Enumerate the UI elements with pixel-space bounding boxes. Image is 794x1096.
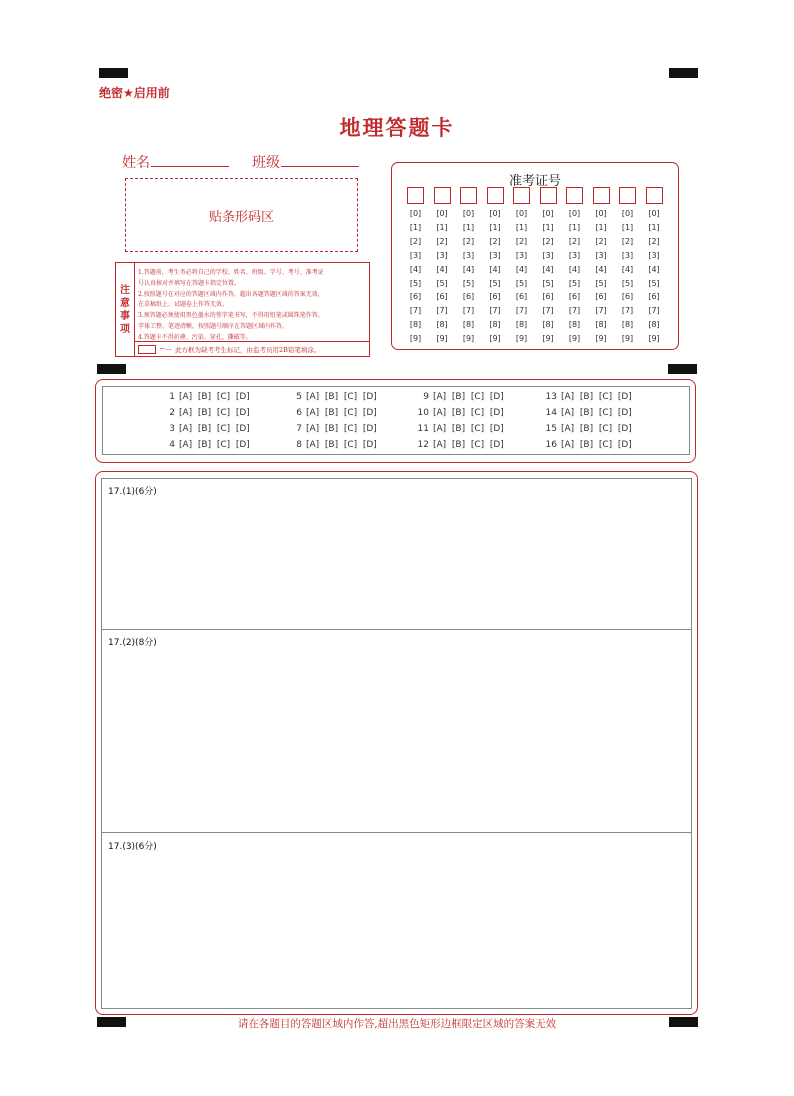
answer-options[interactable]: [A] [B] [C] [D] — [306, 424, 377, 434]
notes-title-char: 项 — [120, 323, 130, 335]
choice-question[interactable] — [161, 392, 250, 402]
notes-line: 号认真核对并填写在答题卡指定位置。 — [138, 279, 241, 287]
exam-id-digit-option[interactable]: [1] — [436, 222, 448, 232]
exam-id-digit-option[interactable]: [9] — [436, 334, 448, 344]
alignment-mark — [97, 364, 126, 374]
absent-mark-text: 此方框为缺考考生标记，由监考员用2B铅笔填涂。 — [174, 345, 321, 354]
exam-id-digit-option[interactable]: [2] — [595, 236, 607, 246]
choice-section — [102, 386, 690, 455]
secret-label: 绝密★启用前 — [99, 86, 170, 100]
exam-id-digit-option[interactable]: [4] — [436, 264, 448, 274]
answer-options[interactable]: [A] [B] [C] [D] — [561, 440, 632, 450]
exam-id-digit-option[interactable]: [3] — [409, 250, 422, 260]
question-number: 5 — [296, 392, 302, 402]
footer-note: 请在各题目的答题区域内作答,超出黑色矩形边框限定区域的答案无效 — [237, 1018, 557, 1030]
barcode-label: 贴条形码区 — [208, 209, 274, 225]
exam-id-digit-option[interactable]: [6] — [568, 292, 581, 302]
exam-id-digit-option[interactable]: [5] — [436, 278, 448, 288]
class-field[interactable] — [281, 166, 359, 167]
arrow-left-icon: ←— — [160, 345, 172, 353]
exam-id-digit-option[interactable]: [1] — [595, 222, 607, 232]
question-number: 11 — [417, 424, 429, 434]
exam-id-digit-option[interactable]: [0] — [515, 209, 528, 218]
section-divider — [101, 832, 692, 833]
exam-id-digit-option[interactable]: [0] — [462, 209, 475, 218]
notes-line: 在草稿纸上、试题卷上作答无效。 — [138, 301, 229, 309]
exam-id-digit-option[interactable]: [7] — [489, 306, 501, 316]
answer-options[interactable]: [A] [B] [C] [D] — [561, 424, 632, 434]
exam-id-digit-option[interactable]: [6] — [621, 292, 634, 302]
exam-id-digit-option[interactable]: [2] — [409, 236, 422, 246]
answer-options[interactable]: [A] [B] [C] [D] — [433, 408, 504, 418]
exam-id-digit-option[interactable]: [1] — [568, 222, 581, 232]
exam-id-digit-option[interactable]: [2] — [542, 236, 554, 246]
question-number: 6 — [296, 408, 302, 418]
exam-id-digit-option[interactable]: [7] — [621, 306, 634, 316]
exam-id-digit-option[interactable]: [9] — [489, 334, 501, 344]
exam-id-digit-option[interactable]: [3] — [595, 250, 607, 260]
exam-id-digit-option[interactable]: [4] — [515, 264, 528, 274]
question-number: 9 — [423, 392, 429, 402]
exam-id-digit-box[interactable] — [487, 187, 504, 204]
exam-id-digit-option[interactable]: [4] — [621, 264, 634, 274]
question-number: 13 — [545, 392, 557, 402]
notes-title — [116, 263, 135, 356]
exam-id-digit-option[interactable]: [8] — [515, 320, 528, 330]
choice-question[interactable] — [543, 440, 632, 450]
exam-id-digit-option[interactable]: [5] — [489, 278, 501, 288]
notes-line: 字体工整、笔迹清晰，按照题号顺序在答题区域内作答。 — [138, 322, 289, 330]
choice-question[interactable] — [415, 392, 504, 402]
exam-id-digit-option[interactable]: [7] — [648, 306, 660, 316]
exam-id-digit-option[interactable]: [8] — [568, 320, 581, 330]
choice-question[interactable] — [161, 440, 250, 450]
notes-title-char: 事 — [120, 310, 130, 322]
question-number: 16 — [545, 440, 557, 450]
question-number: 14 — [545, 408, 557, 418]
question-number: 15 — [545, 424, 557, 434]
exam-id-digit-option[interactable]: [7] — [409, 306, 422, 316]
exam-id-digit-option[interactable]: [6] — [436, 292, 448, 302]
answer-options[interactable]: [A] [B] [C] [D] — [561, 392, 632, 402]
exam-id-digit-option[interactable]: [2] — [462, 236, 475, 246]
absent-mark-checkbox[interactable] — [138, 345, 156, 354]
exam-id-digit-option[interactable]: [8] — [462, 320, 475, 330]
absent-mark-row — [134, 341, 369, 356]
exam-id-digit-option[interactable]: [5] — [542, 278, 554, 288]
exam-id-digit-option[interactable]: [4] — [462, 264, 475, 274]
exam-id-digit-option[interactable]: [4] — [648, 264, 660, 274]
choice-question[interactable] — [543, 392, 632, 402]
answer-options[interactable]: [A] [B] [C] [D] — [179, 408, 250, 418]
exam-id-digit-option[interactable]: [8] — [489, 320, 501, 330]
exam-id-digit-option[interactable]: [0] — [595, 209, 607, 218]
exam-id-digit-box[interactable] — [434, 187, 451, 204]
exam-id-digit-option[interactable]: [5] — [621, 278, 634, 288]
exam-id-digit-box[interactable] — [619, 187, 636, 204]
choice-question[interactable] — [415, 440, 504, 450]
exam-id-digit-option[interactable]: [7] — [542, 306, 554, 316]
alignment-mark — [669, 68, 698, 78]
exam-id-digit-option[interactable]: [0] — [648, 209, 660, 218]
exam-id-digit-option[interactable]: [1] — [542, 222, 554, 232]
question-number: 3 — [169, 424, 175, 434]
exam-id-digit-option[interactable]: [9] — [568, 334, 581, 344]
name-field[interactable] — [151, 166, 229, 167]
exam-id-digit-option[interactable]: [3] — [436, 250, 448, 260]
exam-id-digit-option[interactable]: [3] — [621, 250, 634, 260]
exam-id-digit-option[interactable]: [8] — [409, 320, 422, 330]
exam-id-digit-option[interactable]: [6] — [542, 292, 554, 302]
alignment-mark — [99, 68, 128, 78]
exam-id-digit-option[interactable]: [6] — [462, 292, 475, 302]
exam-id-digit-option[interactable]: [9] — [648, 334, 660, 344]
exam-id-digit-option[interactable]: [5] — [568, 278, 581, 288]
question-number: 8 — [296, 440, 302, 450]
exam-id-digit-option[interactable]: [1] — [409, 222, 422, 232]
choice-question[interactable] — [288, 392, 377, 402]
notes-body — [138, 268, 368, 344]
exam-id-digit-box[interactable] — [407, 187, 424, 204]
exam-id-digit-option[interactable]: [5] — [648, 278, 660, 288]
exam-id-digit-option[interactable]: [7] — [595, 306, 607, 316]
exam-id-digit-option[interactable]: [8] — [595, 320, 607, 330]
choice-question[interactable] — [543, 424, 632, 434]
answer-options[interactable]: [A] [B] [C] [D] — [179, 392, 250, 402]
exam-id-digit-box[interactable] — [540, 187, 557, 204]
question-number: 12 — [417, 440, 429, 450]
exam-id-digit-option[interactable]: [9] — [462, 334, 475, 344]
answer-options[interactable]: [A] [B] [C] [D] — [433, 424, 504, 434]
exam-id-digit-option[interactable]: [1] — [648, 222, 660, 232]
exam-id-digit-option[interactable]: [0] — [409, 209, 422, 218]
exam-id-digit-option[interactable]: [4] — [489, 264, 501, 274]
exam-id-digit-option[interactable]: [0] — [568, 209, 581, 218]
exam-id-digit-option[interactable]: [9] — [621, 334, 634, 344]
exam-id-digit-option[interactable]: [8] — [436, 320, 448, 330]
question-number: 1 — [169, 392, 175, 402]
answer-section-label: 17.(1)(6分) — [108, 487, 157, 497]
exam-id-digit-box[interactable] — [513, 187, 530, 204]
choice-question[interactable] — [288, 424, 377, 434]
exam-id-digit-option[interactable]: [9] — [515, 334, 528, 344]
exam-id-digit-option[interactable]: [3] — [542, 250, 554, 260]
question-number: 7 — [296, 424, 302, 434]
exam-id-digit-option[interactable]: [6] — [648, 292, 660, 302]
exam-id-digit-option[interactable]: [1] — [621, 222, 634, 232]
exam-id-digit-option[interactable]: [5] — [409, 278, 422, 288]
exam-id-digit-option[interactable]: [9] — [409, 334, 422, 344]
answer-options[interactable]: [A] [B] [C] [D] — [561, 408, 632, 418]
barcode-area — [125, 178, 358, 252]
choice-question[interactable] — [415, 408, 504, 418]
exam-id-digit-option[interactable]: [4] — [542, 264, 554, 274]
exam-id-digit-option[interactable]: [4] — [568, 264, 581, 274]
question-number: 4 — [169, 440, 175, 450]
notes-line: 3.须答题必须使用黑色墨水的签字笔书写，不得用铅笔或圆珠笔作答， — [138, 312, 324, 320]
question-number: 10 — [417, 408, 429, 418]
exam-id-digit-option[interactable]: [1] — [489, 222, 501, 232]
exam-id-panel — [391, 162, 679, 350]
exam-id-digit-option[interactable]: [3] — [515, 250, 528, 260]
exam-id-digit-box[interactable] — [646, 187, 663, 204]
answer-options[interactable]: [A] [B] [C] [D] — [179, 440, 250, 450]
choice-question[interactable] — [161, 408, 250, 418]
section-divider — [101, 629, 692, 630]
exam-id-digit-option[interactable]: [9] — [542, 334, 554, 344]
exam-id-digit-option[interactable]: [2] — [489, 236, 501, 246]
exam-id-digit-box[interactable] — [460, 187, 477, 204]
exam-id-digit-option[interactable]: [0] — [542, 209, 554, 218]
exam-id-digit-option[interactable]: [2] — [648, 236, 660, 246]
exam-id-digit-option[interactable]: [1] — [515, 222, 528, 232]
exam-id-digit-option[interactable]: [2] — [515, 236, 528, 246]
notes-line: 2.按照题号在对应的答题区域内作答，超出各题答题区域的答案无效， — [138, 290, 324, 298]
answer-options[interactable]: [A] [B] [C] [D] — [306, 392, 377, 402]
exam-id-digit-option[interactable]: [6] — [515, 292, 528, 302]
choice-question[interactable] — [288, 440, 377, 450]
choice-question[interactable] — [288, 408, 377, 418]
exam-id-digit-option[interactable]: [5] — [595, 278, 607, 288]
answer-options[interactable]: [A] [B] [C] [D] — [433, 392, 504, 402]
exam-id-digit-option[interactable]: [1] — [462, 222, 475, 232]
notes-line: 4.答题卡不得折叠、污染、穿孔、撕破等。 — [138, 333, 252, 341]
answer-section-label: 17.(2)(8分) — [108, 638, 157, 648]
exam-id-digit-option[interactable]: [8] — [621, 320, 634, 330]
exam-id-digit-option[interactable]: [7] — [462, 306, 475, 316]
exam-id-digit-option[interactable]: [6] — [489, 292, 501, 302]
exam-id-digit-option[interactable]: [8] — [648, 320, 660, 330]
page-title: 地理答题卡 — [339, 116, 455, 140]
alignment-mark — [668, 364, 697, 374]
answer-section[interactable] — [101, 478, 692, 1009]
answer-options[interactable]: [A] [B] [C] [D] — [306, 408, 377, 418]
notes-box — [115, 262, 370, 357]
exam-id-digit-option[interactable]: [7] — [568, 306, 581, 316]
exam-id-digit-option[interactable]: [5] — [462, 278, 475, 288]
exam-id-digit-option[interactable]: [3] — [489, 250, 501, 260]
question-number: 2 — [169, 408, 175, 418]
answer-options[interactable]: [A] [B] [C] [D] — [179, 424, 250, 434]
exam-id-digit-option[interactable]: [4] — [409, 264, 422, 274]
notes-line: 1.答题前，考生务必将自己的学校、姓名、班级、学号、考号、准考证 — [138, 269, 324, 276]
exam-id-digit-option[interactable]: [9] — [595, 334, 607, 344]
exam-id-digit-option[interactable]: [3] — [648, 250, 660, 260]
exam-id-digit-option[interactable]: [2] — [568, 236, 581, 246]
exam-id-digit-option[interactable]: [0] — [436, 209, 448, 218]
choice-question[interactable] — [543, 408, 632, 418]
exam-id-digit-option[interactable]: [3] — [462, 250, 475, 260]
exam-id-digit-option[interactable]: [4] — [595, 264, 607, 274]
exam-id-title: 准考证号 — [508, 174, 561, 189]
exam-id-digit-option[interactable]: [0] — [621, 209, 634, 218]
answer-options[interactable]: [A] [B] [C] [D] — [306, 440, 377, 450]
answer-section-label: 17.(3)(6分) — [108, 842, 157, 852]
exam-id-digit-option[interactable]: [6] — [595, 292, 607, 302]
exam-id-digit-option[interactable]: [0] — [489, 209, 501, 218]
exam-id-digit-option[interactable]: [7] — [515, 306, 528, 316]
choice-question[interactable] — [161, 424, 250, 434]
name-label: 姓名 — [122, 155, 150, 171]
exam-id-digit-option[interactable]: [2] — [436, 236, 448, 246]
exam-id-digit-box[interactable] — [566, 187, 583, 204]
exam-id-digit-option[interactable]: [3] — [568, 250, 581, 260]
exam-id-digit-option[interactable]: [2] — [621, 236, 634, 246]
exam-id-digit-option[interactable]: [5] — [515, 278, 528, 288]
choice-question[interactable] — [415, 424, 504, 434]
exam-id-digit-box[interactable] — [593, 187, 610, 204]
answer-options[interactable]: [A] [B] [C] [D] — [433, 440, 504, 450]
exam-id-digit-option[interactable]: [8] — [542, 320, 554, 330]
class-label: 班级 — [252, 155, 280, 171]
exam-id-digit-option[interactable]: [7] — [436, 306, 448, 316]
notes-title-char: 注 — [120, 284, 130, 296]
exam-id-digit-option[interactable]: [6] — [409, 292, 422, 302]
notes-title-char: 意 — [120, 297, 130, 309]
